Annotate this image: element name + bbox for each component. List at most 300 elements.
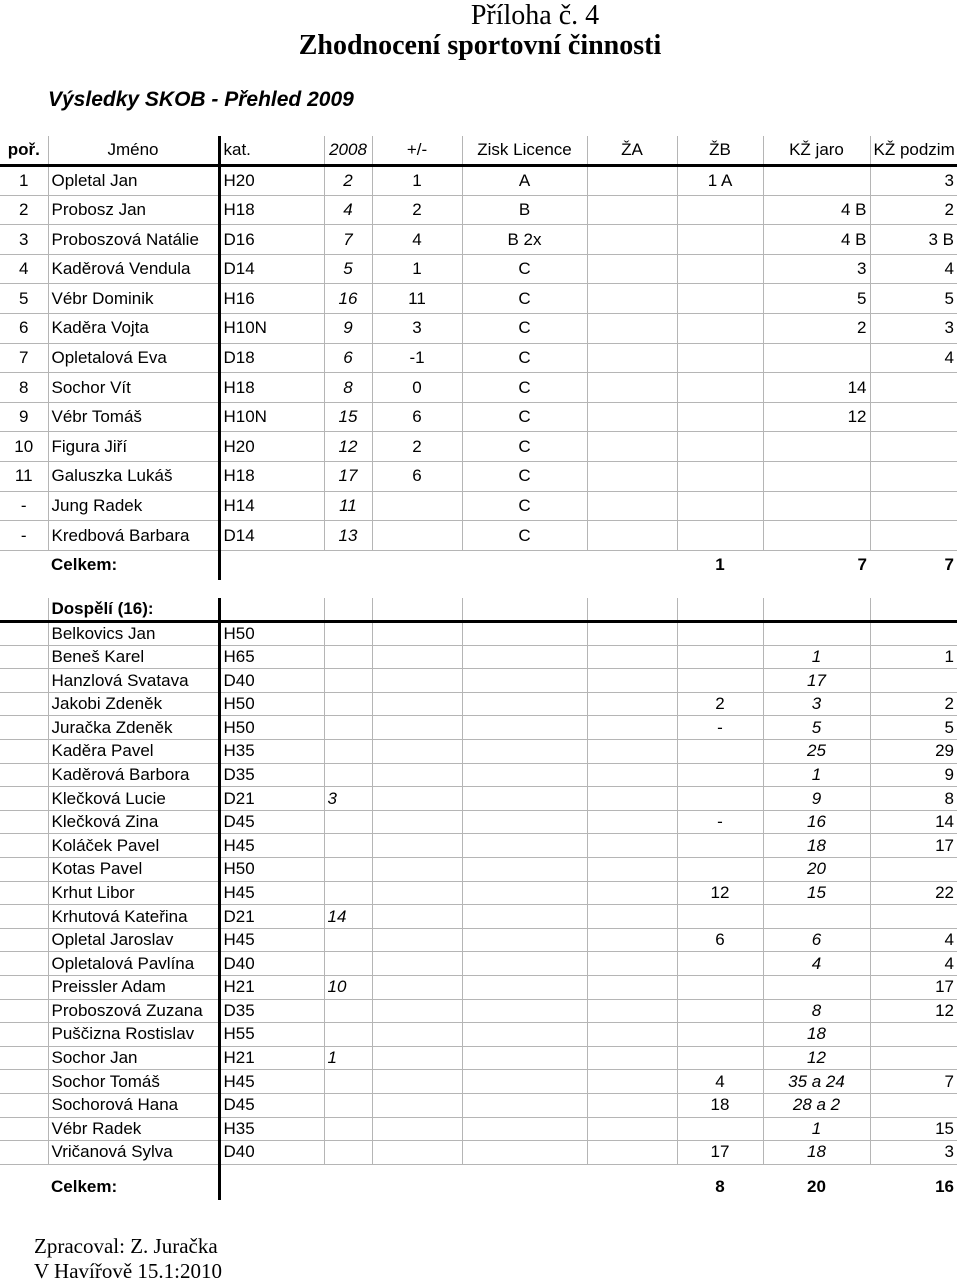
cell-change: 6: [372, 402, 462, 432]
cell-licence: C: [462, 284, 587, 314]
empty-cell: [587, 928, 677, 952]
cell-order: 8: [0, 373, 48, 403]
cell-licence: C: [462, 432, 587, 462]
cell-kz-autumn: 2: [870, 692, 957, 716]
total-kz-autumn: 16: [935, 1177, 954, 1197]
cell-kz-spring: [763, 976, 870, 1000]
cell-year-2008: [324, 763, 372, 787]
cell-year-2008: [324, 999, 372, 1023]
empty-cell: [462, 645, 587, 669]
cell-name: Puščizna Rostislav: [48, 1023, 219, 1047]
cell-kz-spring: [763, 622, 870, 646]
cell-category: H10N: [219, 314, 324, 344]
table-row: [0, 834, 957, 858]
cell-kz-spring: [763, 343, 870, 373]
cell-licence: B: [462, 195, 587, 225]
cell-change: 2: [372, 195, 462, 225]
cell-kz-autumn: [870, 669, 957, 693]
cell-kz-spring: 1: [763, 1117, 870, 1141]
cell-zb: 12: [677, 881, 763, 905]
cell-licence: A: [462, 166, 587, 196]
cell-year-2008: [324, 1117, 372, 1141]
empty-cell: [587, 999, 677, 1023]
cell-category: H18: [219, 195, 324, 225]
cell-za: [587, 521, 677, 551]
total-zb: 8: [715, 1177, 725, 1197]
cell-year-2008: 5: [324, 254, 372, 284]
adults-heading-row: [0, 598, 957, 622]
cell-year-2008: [324, 952, 372, 976]
column-header-za: ŽA: [587, 136, 677, 166]
total-kz-spring: 7: [857, 555, 867, 575]
cell-kz-autumn: [870, 622, 957, 646]
cell-year-2008: 3: [324, 787, 372, 811]
cell-zb: 2: [677, 692, 763, 716]
empty-cell: [462, 1023, 587, 1047]
empty-cell: [462, 976, 587, 1000]
cell-order: 9: [0, 402, 48, 432]
empty-cell: [372, 1117, 462, 1141]
cell-year-2008: 6: [324, 343, 372, 373]
empty-cell: [462, 1174, 587, 1200]
cell-category: D45: [219, 810, 324, 834]
empty-cell: [462, 716, 587, 740]
cell-order: 4: [0, 254, 48, 284]
empty-cell: [372, 1164, 462, 1174]
cell-za: [587, 491, 677, 521]
cell-category: H14: [219, 491, 324, 521]
cell-name: Opletal Jaroslav: [48, 928, 219, 952]
cell-category: H50: [219, 716, 324, 740]
adults-results-table: [0, 598, 957, 1200]
cell-zb: 1 A: [677, 166, 763, 196]
cell-name: Kaděrová Barbora: [48, 763, 219, 787]
table-row: [0, 432, 957, 462]
page-title: Zhodnocení sportovní činnosti: [298, 30, 662, 61]
empty-cell: [462, 928, 587, 952]
spacer-row: [0, 1164, 957, 1174]
cell-za: [587, 343, 677, 373]
cell-kz-spring: 1: [763, 645, 870, 669]
cell-zb: 4: [677, 1070, 763, 1094]
cell-kz-spring: 6: [763, 928, 870, 952]
empty-cell: [0, 692, 48, 716]
empty-cell: [462, 834, 587, 858]
empty-cell: [372, 763, 462, 787]
cell-zb: 18: [677, 1093, 763, 1117]
empty-cell: [587, 787, 677, 811]
cell-zb: [677, 373, 763, 403]
cell-category: H55: [219, 1023, 324, 1047]
cell-year-2008: 4: [324, 195, 372, 225]
cell-order: 10: [0, 432, 48, 462]
empty-cell: [677, 1164, 763, 1174]
column-header-change: +/-: [372, 136, 462, 166]
table-row: [0, 1117, 957, 1141]
table-row: [0, 692, 957, 716]
cell-kz-spring: 5: [763, 716, 870, 740]
cell-category: D40: [219, 1141, 324, 1165]
table-row: [0, 462, 957, 492]
cell-licence: B 2x: [462, 225, 587, 255]
table-row: [0, 1046, 957, 1070]
cell-order: -: [0, 491, 48, 521]
table-row: [0, 952, 957, 976]
empty-cell: [372, 1141, 462, 1165]
empty-cell: [587, 550, 677, 580]
empty-cell: [587, 1093, 677, 1117]
empty-cell: [462, 622, 587, 646]
empty-cell: [372, 787, 462, 811]
cell-zb: [677, 622, 763, 646]
cell-zb: [677, 834, 763, 858]
table-row: [0, 999, 957, 1023]
cell-category: H45: [219, 928, 324, 952]
cell-name: Sochor Vít: [48, 373, 219, 403]
cell-name: Vébr Dominik: [48, 284, 219, 314]
cell-kz-autumn: 17: [870, 976, 957, 1000]
cell-year-2008: 11: [324, 491, 372, 521]
empty-cell: [870, 1164, 957, 1174]
empty-cell: [462, 1046, 587, 1070]
empty-cell: [677, 598, 763, 622]
cell-name: Vričanová Sylva: [48, 1141, 219, 1165]
empty-cell: [0, 1117, 48, 1141]
empty-cell: [0, 999, 48, 1023]
cell-category: H35: [219, 1117, 324, 1141]
cell-zb: 17: [677, 1141, 763, 1165]
cell-year-2008: 16: [324, 284, 372, 314]
cell-year-2008: [324, 834, 372, 858]
cell-category: H18: [219, 462, 324, 492]
empty-cell: [587, 598, 677, 622]
cell-kz-autumn: 3: [870, 1141, 957, 1165]
cell-zb: [677, 462, 763, 492]
cell-kz-autumn: [870, 432, 957, 462]
cell-year-2008: [324, 716, 372, 740]
cell-kz-spring: 35 a 24: [763, 1070, 870, 1094]
cell-name: Figura Jiří: [48, 432, 219, 462]
empty-cell: [587, 834, 677, 858]
empty-cell: [462, 1141, 587, 1165]
empty-cell: [0, 1164, 48, 1174]
empty-cell: [0, 622, 48, 646]
attachment-label: Příloha č. 4: [470, 0, 600, 31]
cell-category: H20: [219, 432, 324, 462]
cell-zb: [677, 999, 763, 1023]
empty-cell: [219, 550, 324, 580]
cell-year-2008: [324, 928, 372, 952]
cell-order: 1: [0, 166, 48, 196]
empty-cell: [372, 550, 462, 580]
cell-category: H50: [219, 858, 324, 882]
total-zb: 1: [715, 555, 725, 575]
empty-cell: [0, 1141, 48, 1165]
cell-kz-spring: 9: [763, 787, 870, 811]
cell-kz-autumn: [870, 491, 957, 521]
cell-kz-autumn: 17: [870, 834, 957, 858]
empty-cell: [372, 598, 462, 622]
cell-category: D16: [219, 225, 324, 255]
total-label: Celkem:: [51, 1177, 118, 1197]
cell-year-2008: 10: [324, 976, 372, 1000]
cell-category: D21: [219, 787, 324, 811]
cell-za: [587, 225, 677, 255]
column-header-zb: ŽB: [677, 136, 763, 166]
cell-kz-autumn: [870, 858, 957, 882]
cell-year-2008: [324, 858, 372, 882]
cell-kz-autumn: [870, 402, 957, 432]
empty-cell: [372, 881, 462, 905]
empty-cell: [324, 598, 372, 622]
cell-category: D14: [219, 254, 324, 284]
column-header-year-2008: 2008: [324, 136, 372, 166]
cell-zb: 6: [677, 928, 763, 952]
column-header-order: poř.: [0, 136, 48, 166]
cell-category: H20: [219, 166, 324, 196]
column-header-kz-autumn: KŽ podzim: [870, 136, 957, 166]
cell-kz-spring: 4: [763, 952, 870, 976]
empty-cell: [372, 1046, 462, 1070]
empty-cell: [587, 1141, 677, 1165]
cell-zb: [677, 740, 763, 764]
empty-cell: [763, 1164, 870, 1174]
table-row: [0, 343, 957, 373]
empty-cell: [219, 1164, 324, 1174]
cell-zb: [677, 787, 763, 811]
cell-name: Kredbová Barbara: [48, 521, 219, 551]
empty-cell: [0, 763, 48, 787]
empty-cell: [0, 928, 48, 952]
empty-cell: [462, 1117, 587, 1141]
empty-cell: [372, 976, 462, 1000]
cell-change: 6: [372, 462, 462, 492]
cell-za: [587, 402, 677, 432]
empty-cell: [0, 834, 48, 858]
empty-cell: [0, 1174, 48, 1200]
cell-kz-spring: 18: [763, 834, 870, 858]
cell-name: Juračka Zdeněk: [48, 716, 219, 740]
empty-cell: [219, 598, 324, 622]
cell-category: D35: [219, 999, 324, 1023]
table-row: [0, 787, 957, 811]
cell-name: Proboszová Zuzana: [48, 999, 219, 1023]
cell-kz-autumn: 4: [870, 952, 957, 976]
cell-year-2008: [324, 1141, 372, 1165]
cell-kz-autumn: [870, 1093, 957, 1117]
empty-cell: [0, 787, 48, 811]
cell-zb: [677, 976, 763, 1000]
empty-cell: [48, 1164, 219, 1174]
cell-category: H45: [219, 834, 324, 858]
empty-cell: [462, 999, 587, 1023]
cell-category: D18: [219, 343, 324, 373]
cell-kz-autumn: [870, 521, 957, 551]
cell-licence: C: [462, 462, 587, 492]
cell-zb: [677, 1046, 763, 1070]
cell-year-2008: 8: [324, 373, 372, 403]
cell-zb: -: [677, 716, 763, 740]
cell-kz-autumn: 1: [870, 645, 957, 669]
table-row: [0, 225, 957, 255]
empty-cell: [0, 881, 48, 905]
cell-kz-spring: 12: [763, 1046, 870, 1070]
report-subtitle: Výsledky SKOB - Přehled 2009: [48, 88, 354, 111]
empty-cell: [372, 669, 462, 693]
cell-kz-spring: 18: [763, 1023, 870, 1047]
cell-za: [587, 284, 677, 314]
cell-year-2008: 12: [324, 432, 372, 462]
cell-licence: C: [462, 491, 587, 521]
cell-za: [587, 462, 677, 492]
table-row: [0, 881, 957, 905]
cell-order: -: [0, 521, 48, 551]
empty-cell: [0, 1023, 48, 1047]
empty-cell: [462, 763, 587, 787]
cell-kz-autumn: 22: [870, 881, 957, 905]
empty-cell: [462, 881, 587, 905]
cell-year-2008: [324, 645, 372, 669]
table-row: [0, 195, 957, 225]
cell-kz-autumn: 3 B: [870, 225, 957, 255]
empty-cell: [372, 810, 462, 834]
cell-kz-spring: 3: [763, 692, 870, 716]
table-row: [0, 1023, 957, 1047]
table-row: [0, 976, 957, 1000]
cell-category: H10N: [219, 402, 324, 432]
cell-change: [372, 491, 462, 521]
cell-order: 11: [0, 462, 48, 492]
cell-year-2008: [324, 881, 372, 905]
cell-zb: [677, 645, 763, 669]
cell-name: Klečková Zina: [48, 810, 219, 834]
cell-za: [587, 195, 677, 225]
cell-zb: [677, 314, 763, 344]
cell-year-2008: 13: [324, 521, 372, 551]
cell-name: Koláček Pavel: [48, 834, 219, 858]
empty-cell: [372, 905, 462, 929]
cell-name: Kotas Pavel: [48, 858, 219, 882]
empty-cell: [462, 905, 587, 929]
cell-change: [372, 521, 462, 551]
empty-cell: [0, 1070, 48, 1094]
empty-cell: [324, 1174, 372, 1200]
column-header-name: Jméno: [48, 136, 219, 166]
empty-cell: [0, 716, 48, 740]
cell-name: Hanzlová Svatava: [48, 669, 219, 693]
empty-cell: [587, 881, 677, 905]
cell-za: [587, 373, 677, 403]
cell-year-2008: [324, 740, 372, 764]
cell-name: Vébr Tomáš: [48, 402, 219, 432]
empty-cell: [0, 598, 48, 622]
cell-year-2008: 17: [324, 462, 372, 492]
empty-cell: [0, 905, 48, 929]
cell-kz-spring: 14: [763, 373, 870, 403]
empty-cell: [372, 1023, 462, 1047]
cell-za: [587, 254, 677, 284]
empty-cell: [462, 692, 587, 716]
cell-year-2008: 1: [324, 1046, 372, 1070]
cell-kz-autumn: 4: [870, 343, 957, 373]
table-row: [0, 284, 957, 314]
cell-kz-spring: [763, 491, 870, 521]
empty-cell: [0, 858, 48, 882]
cell-kz-autumn: 29: [870, 740, 957, 764]
cell-zb: [677, 669, 763, 693]
cell-kz-spring: 25: [763, 740, 870, 764]
cell-year-2008: [324, 1023, 372, 1047]
empty-cell: [587, 1164, 677, 1174]
table-row: [0, 402, 957, 432]
cell-kz-autumn: 3: [870, 166, 957, 196]
empty-cell: [0, 550, 48, 580]
cell-year-2008: 2: [324, 166, 372, 196]
empty-cell: [462, 952, 587, 976]
empty-cell: [372, 858, 462, 882]
table-row: [0, 763, 957, 787]
empty-cell: [372, 692, 462, 716]
cell-year-2008: [324, 622, 372, 646]
table-row: [0, 858, 957, 882]
column-header-licence: Zisk Licence: [462, 136, 587, 166]
cell-category: D21: [219, 905, 324, 929]
cell-name: Kaděra Vojta: [48, 314, 219, 344]
cell-zb: [677, 254, 763, 284]
cell-name: Belkovics Jan: [48, 622, 219, 646]
total-label: Celkem:: [51, 555, 118, 575]
cell-year-2008: [324, 810, 372, 834]
cell-kz-autumn: 15: [870, 1117, 957, 1141]
cell-kz-spring: [763, 905, 870, 929]
empty-cell: [587, 716, 677, 740]
cell-change: 11: [372, 284, 462, 314]
empty-cell: [587, 810, 677, 834]
cell-name: Galuszka Lukáš: [48, 462, 219, 492]
cell-za: [587, 432, 677, 462]
cell-zb: [677, 432, 763, 462]
cell-kz-spring: 1: [763, 763, 870, 787]
empty-cell: [219, 1174, 324, 1200]
empty-cell: [372, 999, 462, 1023]
cell-licence: C: [462, 521, 587, 551]
cell-category: D14: [219, 521, 324, 551]
youth-results-table: [0, 136, 957, 580]
cell-category: H50: [219, 622, 324, 646]
cell-name: Opletal Jan: [48, 166, 219, 196]
cell-kz-spring: 18: [763, 1141, 870, 1165]
cell-category: H65: [219, 645, 324, 669]
empty-cell: [372, 645, 462, 669]
cell-kz-spring: 8: [763, 999, 870, 1023]
cell-kz-spring: 5: [763, 284, 870, 314]
empty-cell: [372, 1174, 462, 1200]
empty-cell: [587, 622, 677, 646]
cell-name: Sochor Jan: [48, 1046, 219, 1070]
empty-cell: [462, 1093, 587, 1117]
cell-change: 1: [372, 254, 462, 284]
cell-licence: C: [462, 314, 587, 344]
cell-licence: C: [462, 373, 587, 403]
cell-kz-autumn: 12: [870, 999, 957, 1023]
cell-category: H18: [219, 373, 324, 403]
cell-name: Kaděrová Vendula: [48, 254, 219, 284]
cell-change: 4: [372, 225, 462, 255]
cell-kz-autumn: 7: [870, 1070, 957, 1094]
author-note: Zpracoval: Z. Juračka: [34, 1234, 218, 1258]
cell-year-2008: [324, 692, 372, 716]
cell-name: Opletalová Pavlína: [48, 952, 219, 976]
